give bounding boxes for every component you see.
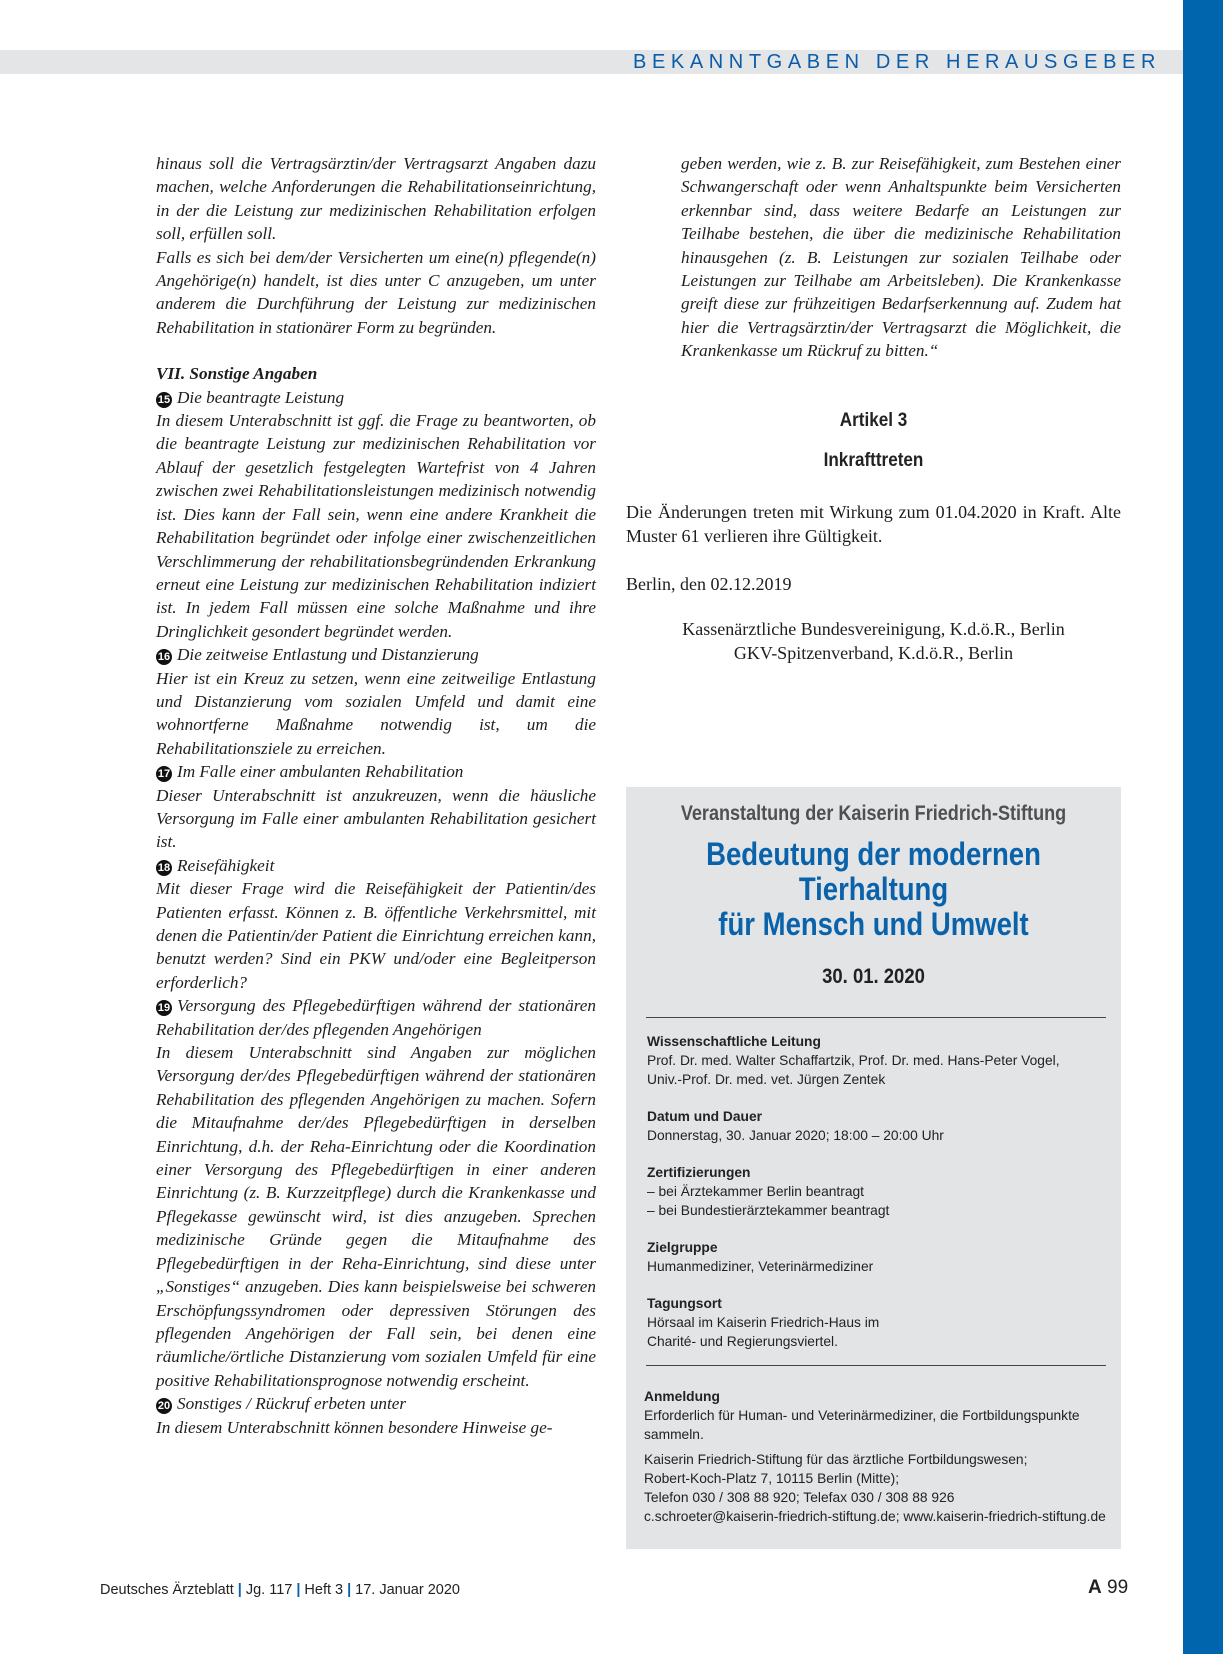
section-line: Erforderlich für Human- und Veterinärmediziner, die Fortbildungspunkte: [644, 1408, 1080, 1423]
event-title-line: Tierhaltung: [798, 871, 949, 907]
number-badge: 18: [157, 861, 171, 874]
section-line: Donnerstag, 30. Januar 2020; 18:00 – 20:00 Uhr: [647, 1128, 944, 1143]
event-title-line: Bedeutung der modernen: [706, 836, 1041, 872]
page-prefix: A: [1088, 1577, 1102, 1598]
side-color-bar: [1183, 0, 1223, 1654]
section-line: Charité- und Regierungsviertel.: [647, 1334, 838, 1349]
journal-name: Deutsches Ärzteblatt: [100, 1582, 234, 1598]
number-badge: 19: [157, 1002, 171, 1015]
event-date: 30. 01. 2020: [822, 965, 925, 988]
list-item: [156, 854, 596, 994]
page-value: 99: [1107, 1577, 1129, 1598]
item-title: Die zeitweise Entlastung und Distanzierung: [177, 645, 479, 665]
effective-date-text: Die Änderungen treten mit Wirkung zum 01.04.2020 in Kraft. Alte Muster 61 verlieren ihre Gültigkeit.: [626, 502, 1121, 546]
contact-line: Robert-Koch-Platz 7, 10115 Berlin (Mitte);: [644, 1471, 900, 1486]
article-title: Inkrafttreten: [823, 450, 924, 471]
item-title: Versorgung des Pflegebedürftigen während der stationären Rehabilitation der/des pflegenden Angehörigen: [156, 996, 596, 1039]
item-text: In diesem Unterabschnitt sind Angaben zur möglichen Versorgung der/des Pflegebedürftigen während der stationären Rehabilitation des pflegenden Angehörigen zu machen. Sofern die Mitaufnahme der/des Pflegebedürftigen in derselben Einrichtung, d.h. der Reha-Einrichtung oder die Koordination einer Versorgung des Pflegebedürftigen in einer anderen Einrichtung (z. B. Kurzzeitpflege) durch die Krankenkasse und Pflegekasse gewünscht wird, ist dies anzugeben. Sprechen medizinische Gründe gegen die Mitaufnahme des Pflegebedürftigen in der Reha-Einrichtung, sind diese unter „Sonstiges“ anzugeben. Dies kann beispielsweise bei schweren Erschöpfungssyndromen oder depressiven Störungen des pflegenden Angehörigen der Fall sein, bei denen eine räumliche/örtliche Distanzierung vom sozialen Umfeld für eine positive Rehabilitationsprognose notwendig erscheint.: [156, 1043, 596, 1390]
event-section-tagungsort: [647, 1294, 1107, 1351]
volume: Jg. 117: [245, 1582, 293, 1598]
number-badge: 17: [157, 768, 171, 781]
list-item: [156, 994, 596, 1392]
number-badge: 16: [157, 651, 171, 664]
list-item: [156, 643, 596, 760]
item-text: In diesem Unterabschnitt können besondere Hinweise ge-: [156, 1417, 553, 1437]
section-line: Prof. Dr. med. Walter Schaffartzik, Prof. Dr. med. Hans-Peter Vogel,: [647, 1053, 1060, 1068]
number-badge: 15: [157, 393, 171, 406]
section-label: Anmeldung: [644, 1389, 720, 1404]
event-section-datum: [647, 1107, 1107, 1145]
place-date: Berlin, den 02.12.2019: [626, 574, 792, 594]
paragraph: Falls es sich bei dem/der Versicherten um eine(n) pflegende(n) Angehörige(n) handelt, ist dies unter C anzugeben, um unter anderem die Durchführung der Leistung zur medizinischen Rehabilitation in stationärer Form zu begründen.: [156, 247, 596, 337]
section-line: Univ.-Prof. Dr. med. vet. Jürgen Zentek: [647, 1072, 886, 1087]
section-header: BEKANNTGABEN DER HERAUSGEBER: [633, 51, 1161, 73]
item-title: Reisefähigkeit: [177, 855, 275, 875]
section-line: Humanmediziner, Veterinärmediziner: [647, 1259, 874, 1274]
page-number: [1088, 1577, 1128, 1599]
section-label: Zertifizierungen: [647, 1165, 751, 1180]
signatories: [626, 617, 1121, 665]
event-title-line: für Mensch und Umwelt: [718, 906, 1029, 942]
section-label: Tagungsort: [647, 1296, 722, 1311]
event-announcement-box: [626, 787, 1121, 1549]
left-column: [156, 152, 596, 1439]
item-text: In diesem Unterabschnitt ist ggf. die Frage zu beantworten, ob die beantragte Leistung zur medizinischen Rehabilitation vor Ablauf der gesetzlich festgelegten Wartefrist von 4 Jahren zwischen zwei Rehabilitationsleistungen medizinisch notwendig ist. Dies kann der Fall sein, wenn eine andere Krankheit die Rehabilitation begründet oder infolge einer zwischenzeitlichen Verschlimmerung der rehabilitationsbegründenden Erkrankung erneut eine Leistung zur medizinischen Rehabilitation indiziert ist. In jedem Fall müssen eine solche Maßnahme und ihre Dringlichkeit gesondert begründet werden.: [156, 411, 596, 641]
section-heading: VII. Sonstige Angaben: [156, 364, 318, 384]
separator: |: [347, 1582, 352, 1598]
section-line: Hörsaal im Kaiserin Friedrich-Haus im: [647, 1315, 880, 1330]
event-subtitle: Veranstaltung der Kaiserin Friedrich-Stiftung: [680, 802, 1067, 825]
contact-line: Telefon 030 / 308 88 920; Telefax 030 / 308 88 926: [644, 1490, 955, 1505]
item-title: Die beantragte Leistung: [177, 387, 345, 407]
event-section-leitung: [647, 1032, 1107, 1089]
signatory: GKV-Spitzenverband, K.d.ö.R., Berlin: [733, 643, 1014, 663]
list-item: [156, 386, 596, 643]
issue-date: 17. Januar 2020: [355, 1582, 460, 1598]
continuation-paragraph: geben werden, wie z. B. zur Reisefähigkeit, zum Bestehen einer Schwangerschaft oder wenn Anhaltspunkte beim Versicherten erkennbar sind, dass weitere Bedarfe an Leistungen zur Teilhabe bestehen, die über die medizinische Rehabilitation hinausgehen (z. B. Leistungen zur sozialen Teilhabe oder Leistungen zur Teilhabe am Arbeitsleben). Die Krankenkasse greift diese zur frühzeitigen Bedarfserkennung auf. Zudem hat hier die Vertragsärztin/der Vertragsarzt die Möglichkeit, die Krankenkasse um Rückruf zu bitten.“: [681, 154, 1121, 361]
contact-line: Kaiserin Friedrich-Stiftung für das ärztliche Fortbildungswesen;: [644, 1452, 1028, 1467]
event-title: [661, 837, 1087, 942]
section-line: – bei Bundestierärztekammer beantragt: [647, 1203, 890, 1218]
item-title: Sonstiges / Rückruf erbeten unter: [177, 1394, 407, 1414]
section-line: – bei Ärztekammer Berlin beantragt: [647, 1184, 865, 1199]
section-label: Wissenschaftliche Leitung: [647, 1034, 821, 1049]
item-text: Mit dieser Frage wird die Reisefähigkeit der Patientin/des Patienten erfasst. Können z. B. öffentliche Verkehrsmittel, mit denen die Patientin/der Patient die Einrichtung erreichen kann, benutzt werden? Sind ein PKW und/oder eine Begleitperson erforderlich?: [156, 879, 596, 992]
event-section-zielgruppe: [647, 1238, 1107, 1276]
divider: [646, 1365, 1106, 1366]
section-label: Zielgruppe: [647, 1240, 718, 1255]
item-text: Hier ist ein Kreuz zu setzen, wenn eine zeitweilige Entlastung und Distanzierung vom sozialen Umfeld und damit eine wohnortferne Maßnahme notwendig ist, um die Rehabilitationsziele zu erreichen.: [156, 668, 596, 758]
separator: |: [237, 1582, 242, 1598]
article-number: Artikel 3: [839, 410, 908, 431]
event-registration: [644, 1387, 1104, 1526]
list-item: [156, 1392, 596, 1439]
separator: |: [296, 1582, 301, 1598]
section-label: Datum und Dauer: [647, 1109, 762, 1124]
event-section-zertifizierungen: [647, 1163, 1107, 1220]
divider: [646, 1017, 1106, 1018]
section-line: sammeln.: [644, 1427, 704, 1442]
item-text: Dieser Unterabschnitt ist anzukreuzen, wenn die häusliche Versorgung im Falle einer ambulanten Rehabilitation gesichert ist.: [156, 785, 596, 852]
paragraph: hinaus soll die Vertragsärztin/der Vertragsarzt Angaben dazu machen, welche Anforderungen die Rehabilitationseinrichtung, in der die Leistung zur medizinischen Rehabilitation erfolgen soll, erfüllen soll.: [156, 154, 596, 244]
issue: Heft 3: [304, 1582, 344, 1598]
footer-citation: [100, 1582, 460, 1598]
signatory: Kassenärztliche Bundesvereinigung, K.d.ö.R., Berlin: [682, 619, 1065, 639]
list-item: [156, 760, 596, 854]
number-badge: 20: [157, 1400, 171, 1413]
contact-line: c.schroeter@kaiserin-friedrich-stiftung.de; www.kaiserin-friedrich-stiftung.de: [644, 1509, 1106, 1524]
item-title: Im Falle einer ambulanten Rehabilitation: [177, 762, 464, 782]
